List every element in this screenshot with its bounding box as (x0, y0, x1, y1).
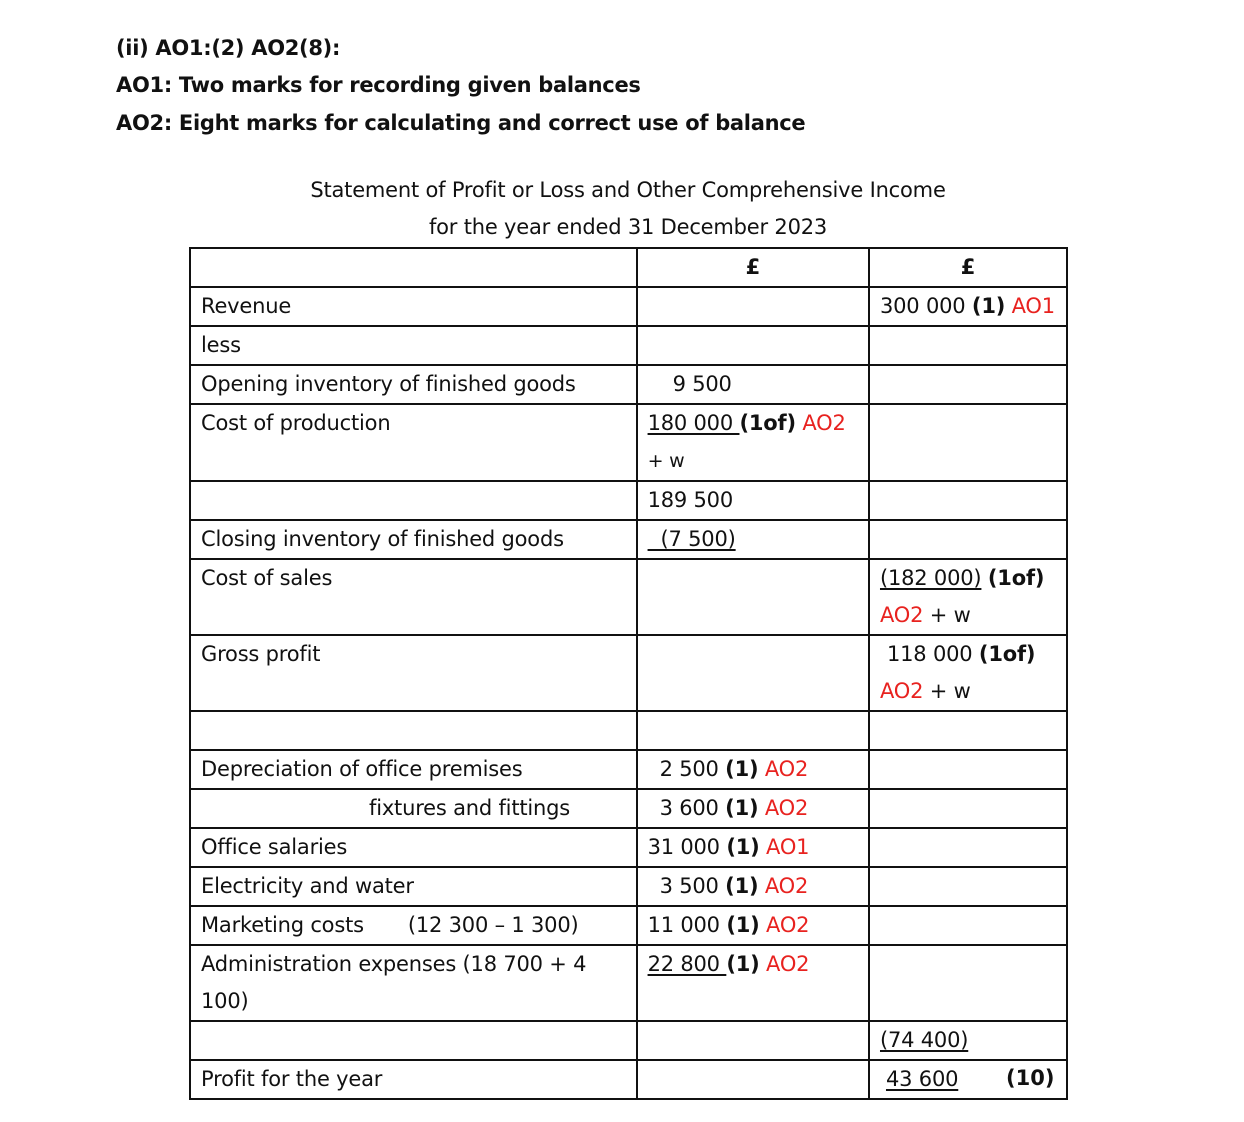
table-row-less (190, 326, 1067, 365)
amount: 300 000 (879, 294, 966, 318)
column-header-pounds: £ (637, 248, 869, 287)
heading-marks-allocation: (ii) AO1:(2) AO2(8): (116, 36, 341, 60)
mark: (1) (726, 913, 760, 937)
row-label: less (190, 326, 637, 365)
row-label: Cost of production (190, 404, 637, 481)
column-header-pounds: £ (869, 248, 1067, 287)
table-row-electricity (190, 867, 1067, 906)
mark: (1of) (987, 566, 1045, 590)
table-row-cost-of-production (190, 404, 1067, 481)
table-row-cost-of-sales (190, 559, 1067, 635)
table-row-office-salaries (190, 828, 1067, 867)
row-label: Revenue (190, 287, 637, 326)
amount: 9 500 (672, 372, 732, 396)
table-row-depreciation-premises (190, 750, 1067, 789)
mark: (1of) (739, 411, 796, 435)
table-row-revenue (190, 287, 1067, 326)
amount: 3 500 (659, 874, 719, 898)
heading-ao1-description: AO1: Two marks for recording given balances (116, 73, 641, 97)
row-label: Electricity and water (190, 867, 637, 906)
mark: (1) (725, 796, 759, 820)
mark: (1) (725, 757, 759, 781)
amount: 3 600 (659, 796, 719, 820)
table-row-expenses-total (190, 1021, 1067, 1060)
statement-title: Statement of Profit or Loss and Other Comprehensive Income (310, 178, 946, 202)
amount: (7 500) (647, 527, 736, 551)
assessment-objective: AO2 (766, 952, 810, 976)
calculation: (12 300 – 1 300) (407, 913, 579, 937)
row-label: Office salaries (190, 828, 637, 867)
table-row-subtotal (190, 481, 1067, 520)
amount: 11 000 (647, 913, 720, 937)
amount: 180 000 (647, 411, 740, 435)
assessment-objective: AO2 (764, 757, 809, 781)
table-row-opening-inventory (190, 365, 1067, 404)
table-row-blank (190, 711, 1067, 750)
amount: 189 500 (647, 488, 734, 512)
row-label: Cost of sales (190, 559, 637, 635)
working-note: + w (929, 679, 971, 703)
row-label: Closing inventory of finished goods (190, 520, 637, 559)
table-row-closing-inventory (190, 520, 1067, 559)
table-row-gross-profit (190, 635, 1067, 711)
row-label: Administration expenses (18 700 + 4 100) (190, 945, 637, 1021)
assessment-objective: AO2 (764, 874, 809, 898)
mark: (1) (725, 874, 759, 898)
table-row-administration (190, 945, 1067, 1021)
assessment-objective: AO1 (1011, 294, 1055, 318)
total-marks: (10) (1006, 1066, 1055, 1090)
amount: (74 400) (879, 1028, 969, 1052)
row-label: fixtures and fittings (369, 796, 571, 820)
income-statement-table (189, 247, 1068, 1100)
table-row-marketing (190, 906, 1067, 945)
working-note: + w (647, 450, 685, 472)
row-label: Gross profit (190, 635, 637, 711)
row-label: Marketing costs (201, 913, 364, 937)
assessment-objective: AO2 (879, 603, 924, 627)
mark: (1) (726, 952, 760, 976)
assessment-objective: AO2 (764, 796, 809, 820)
heading-ao2-description: AO2: Eight marks for calculating and correct use of balance (116, 111, 806, 135)
amount: (182 000) (879, 566, 982, 590)
amount: 118 000 (886, 642, 973, 666)
row-label: Opening inventory of finished goods (190, 365, 637, 404)
assessment-objective: AO2 (766, 913, 810, 937)
assessment-objective: AO2 (802, 411, 846, 435)
assessment-objective: AO1 (766, 835, 810, 859)
table-header-row (190, 248, 1067, 287)
mark: (1) (971, 294, 1006, 318)
working-note: + w (929, 603, 971, 627)
row-label: Depreciation of office premises (190, 750, 637, 789)
amount: 2 500 (659, 757, 719, 781)
mark: (1) (726, 835, 760, 859)
table-row-profit (190, 1060, 1067, 1099)
amount: 43 600 (885, 1067, 959, 1091)
table-row-depreciation-fixtures (190, 789, 1067, 828)
amount: 31 000 (647, 835, 720, 859)
mark: (1of) (978, 642, 1036, 666)
amount: 22 800 (647, 952, 727, 976)
assessment-objective: AO2 (879, 679, 924, 703)
statement-period: for the year ended 31 December 2023 (428, 215, 828, 239)
row-label: Profit for the year (190, 1060, 637, 1099)
